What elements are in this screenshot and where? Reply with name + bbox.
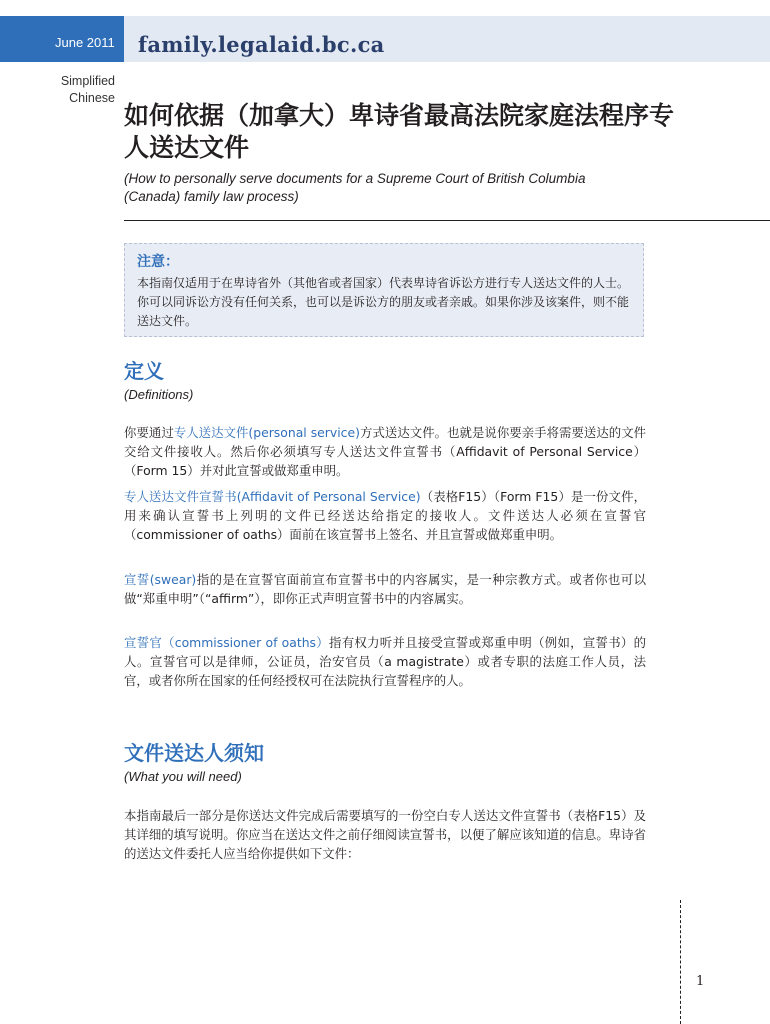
- definition-text: 方式送达文件。也就是说你要亲手将需要送达的文件交给文件接收人。然后你必须填写专人送达文件宣誓书（Affidavit of Personal Service）（Form 15）并对此宣誓或做郑重申明。: [124, 425, 647, 478]
- term-personal-service: 专人送达文件(personal service): [173, 425, 360, 440]
- needs-subheading: (What you will need): [124, 769, 242, 784]
- definitions-subheading: (Definitions): [124, 387, 194, 402]
- note-box: [124, 243, 644, 337]
- publication-date: June 2011: [55, 35, 115, 50]
- note-heading: 注意：: [137, 254, 179, 270]
- definition-text: 指有权力听并且接受宣誓或郑重申明（例如，宣誓书）的人。宣誓官可以是律师，公证员，治安官员（a magistrate）或者专职的法庭工作人员，法官，或者你所在国家的任何经授权可在法院执行宣誓程序的人。: [124, 635, 646, 688]
- term-affidavit: 专人送达文件宣誓书(Affidavit of Personal Service): [124, 489, 421, 504]
- definition-text: 你要通过: [124, 425, 174, 440]
- language-label-line-2: Chinese: [69, 91, 115, 105]
- definition-affidavit: [124, 487, 646, 544]
- language-label: [61, 73, 115, 107]
- definition-personal-service: [124, 423, 646, 480]
- definitions-heading: 定义: [124, 359, 164, 383]
- term-commissioner: 宣誓官（commissioner of oaths）: [124, 635, 330, 650]
- margin-dashed-line: [680, 900, 681, 1024]
- definition-commissioner: [124, 633, 646, 690]
- definition-swear: [124, 570, 646, 608]
- definition-text: （表格F15）（Form F15）是一份文件，用来确认宣誓书上列明的文件已经送达给指定的接收人。文件送达人必须在宣誓官（commissioner of oaths）面前在该宣誓书上签名、并且宣誓或做郑重申明。: [124, 489, 646, 542]
- needs-paragraph: 本指南最后一部分是你送达文件完成后需要填写的一份空白专人送达文件宣誓书（表格F15）及其详细的填写说明。你应当在送达文件之前仔细阅读宣誓书，以便了解应该知道的信息。卑诗省的送达文件委托人应当给你提供如下文件：: [124, 808, 646, 861]
- site-url[interactable]: family.legalaid.bc.ca: [138, 32, 385, 57]
- document-title: 如何依据（加拿大）卑诗省最高法院家庭法程序专人送达文件: [124, 101, 675, 162]
- page-number: 1: [696, 974, 705, 989]
- language-label-line-1: Simplified: [60, 74, 115, 88]
- title-divider: [124, 220, 770, 221]
- note-body: 本指南仅适用于在卑诗省外（其他省或者国家）代表卑诗省诉讼方进行专人送达文件的人士。你可以同诉讼方没有任何关系，也可以是诉讼方的朋友或者亲戚。如果你涉及该案件，则不能送达文件。: [137, 276, 630, 328]
- definition-text: 指的是在宣誓官面前宣布宣誓书中的内容属实，是一种宗教方式。或者你也可以做“郑重申明”（“affirm”），即你正式声明宣誓书中的内容属实。: [124, 572, 647, 606]
- term-swear: 宣誓(swear): [124, 572, 197, 587]
- needs-heading: 文件送达人须知: [124, 741, 264, 765]
- document-subtitle: (How to personally serve documents for a Supreme Court of British Columbia (Canada) family law process): [124, 171, 586, 204]
